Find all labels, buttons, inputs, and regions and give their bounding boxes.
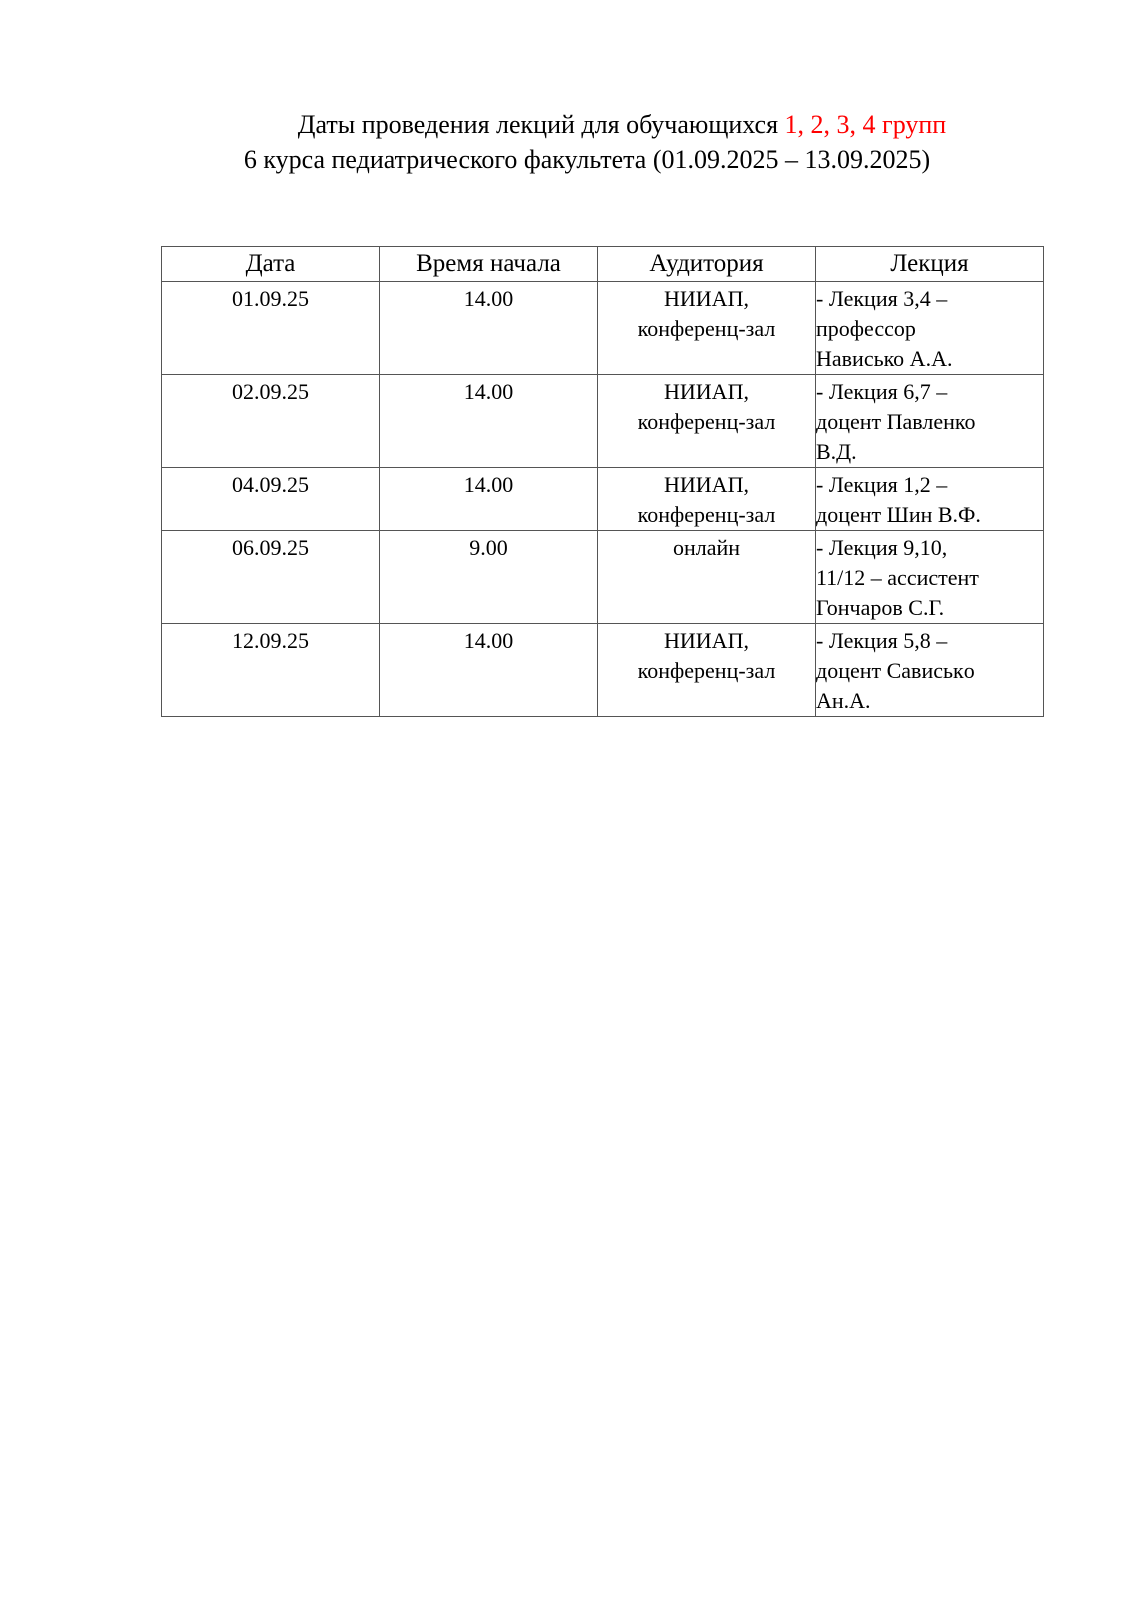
room-line: конференц-зал (637, 409, 776, 434)
lecture-line: 11/12 – ассистент (816, 565, 979, 590)
cell-date: 06.09.25 (162, 531, 380, 624)
cell-room (598, 624, 816, 717)
lecture-line: профессор (816, 316, 916, 341)
cell-room (598, 531, 816, 624)
lecture-line: - Лекция 3,4 – (816, 286, 948, 311)
table-header-row (162, 247, 1044, 282)
document-title (0, 107, 1132, 177)
cell-time: 14.00 (380, 375, 598, 468)
lecture-line: Нависько А.А. (816, 346, 953, 371)
cell-date: 12.09.25 (162, 624, 380, 717)
cell-lecture (816, 531, 1044, 624)
lecture-line: доцент Шин В.Ф. (816, 502, 981, 527)
header-room: Аудитория (598, 247, 816, 282)
table-row (162, 375, 1044, 468)
room-line: конференц-зал (637, 502, 776, 527)
room-line: конференц-зал (637, 316, 776, 341)
lecture-line: В.Д. (816, 439, 857, 464)
lecture-line: - Лекция 1,2 – (816, 472, 948, 497)
title-line-2: 6 курса педиатрического факультета (01.09.2025 – 13.09.2025) (243, 145, 931, 174)
table-row (162, 624, 1044, 717)
lecture-line: - Лекция 6,7 – (816, 379, 948, 404)
room-line: НИИАП, (664, 286, 749, 311)
lecture-line: доцент Павленко (816, 409, 976, 434)
cell-date: 04.09.25 (162, 468, 380, 531)
header-date: Дата (162, 247, 380, 282)
lecture-schedule-table (161, 246, 1044, 717)
cell-time: 14.00 (380, 624, 598, 717)
lecture-line: доцент Сависькo (816, 658, 975, 683)
cell-lecture (816, 468, 1044, 531)
title-groups: 1, 2, 3, 4 групп (784, 110, 947, 139)
cell-date: 02.09.25 (162, 375, 380, 468)
table-row (162, 531, 1044, 624)
room-line: онлайн (672, 535, 741, 560)
cell-time: 14.00 (380, 282, 598, 375)
table-row (162, 282, 1044, 375)
room-line: НИИАП, (664, 379, 749, 404)
header-start-time: Время начала (380, 247, 598, 282)
room-line: конференц-зал (637, 658, 776, 683)
lecture-line: - Лекция 5,8 – (816, 628, 948, 653)
lecture-line: - Лекция 9,10, (816, 535, 948, 560)
header-lecture: Лекция (816, 247, 1044, 282)
room-line: НИИАП, (664, 472, 749, 497)
lecture-line: Ан.А. (816, 688, 871, 713)
cell-room (598, 282, 816, 375)
cell-date: 01.09.25 (162, 282, 380, 375)
cell-time: 9.00 (380, 531, 598, 624)
table-row (162, 468, 1044, 531)
title-prefix: Даты проведения лекций для обучающихся (297, 110, 785, 139)
room-line: НИИАП, (664, 628, 749, 653)
cell-lecture (816, 624, 1044, 717)
cell-room (598, 468, 816, 531)
cell-lecture (816, 282, 1044, 375)
lecture-line: Гончаров С.Г. (816, 595, 945, 620)
title-line-1 (0, 107, 1132, 142)
cell-room (598, 375, 816, 468)
cell-time: 14.00 (380, 468, 598, 531)
cell-lecture (816, 375, 1044, 468)
